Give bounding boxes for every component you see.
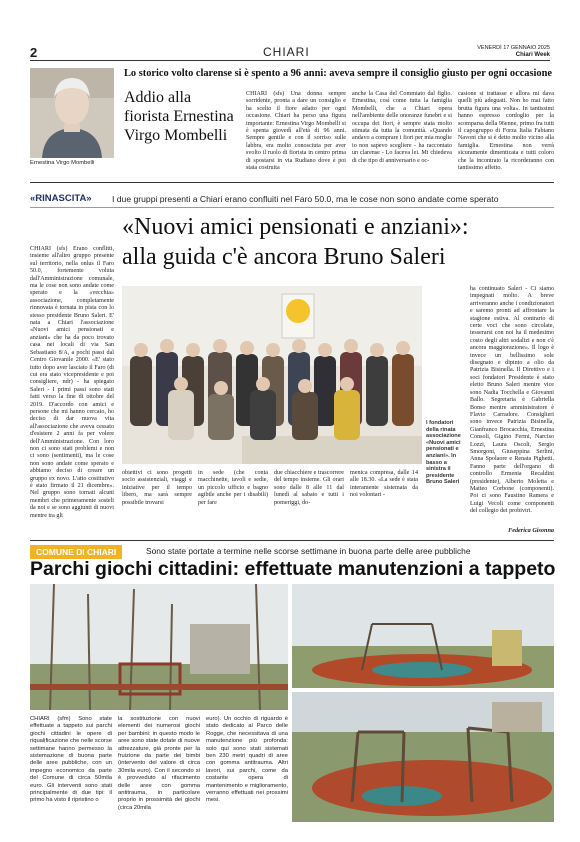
article2-rubric: «RINASCITA» — [30, 193, 92, 204]
article2-col1: CHIARI (sfs) Erano conflitti, insieme all'altro gruppo presente sul territorio, nella onlus il Faro 50.0, fortemente voluta dall'Amministrazione comunale, ma le cose non sono andate come sperato e la «vecchia» associazione, completamente rinnovata è tornata in pista con lo stesso presidente Bruno Saleri. E' nata a Chiari l'associazione «Nuovi amici pensionati e anziani» che ha da poco trovato casa nei locali di via San Sebastiano 8/A, a pochi passi dal Centro Giovanile 2000. «E' stato tutto dopo aver lasciato il Faro (di cui era stato vicepresidente e poi consigliere, ndr) - ha spiegato Saleri - I primi passi sono stati fatti verso la fine di ottobre del 2019. D'accordo con amici e persone che mi hanno cercato, ho deciso di dar nuova vita all'associazione che aveva cessato d'esistere 2 anni fa per volere dell'Amministrazione. Con loro non ci sono stati problemi e non ci sono (sentimenti), ma le cose non sono andate come sperato e abbiamo deciso di creare un gruppo ex novo. L'atto costitutivo è stato firmato il 21 dicembre». Nel gruppo sono tornati alcuni membri che primeramente sosteli da noi e se sono aggiunti di nuovi mentre tra gli — [30, 246, 114, 519]
article1-col1: CHIARI (sfs) Una donna sempre sorridente, pronta a dare un consiglio e ha scelto il fiore adatto per ogni occasione. Chiari ha perso una figura importante: Ernestina Virgo Mombelli si è spenta giovedì all'età di 96 anni. Sempre gentile e con il sorriso sulle labbra, era molto conosciuta per aver svolto il ruolo di fiorista in centro prima di spostarsi in via Rudiano dove è poi stata costruita — [246, 91, 346, 172]
masthead-info — [470, 45, 550, 58]
section-divider — [30, 182, 554, 183]
issue-date: VENERDÌ 17 GENNAIO 2025 — [477, 45, 550, 51]
article2-headline-line1: «Nuovi amici pensionati e anziani»: — [122, 214, 469, 240]
article1-kicker: Lo storico volto clarense si è spento a 96 anni: aveva sempre il consiglio giusto per ogni occasione — [124, 68, 553, 79]
article1-col3: casione si trattasse e allora mi dava quelli più adeguati. Non ho mai fatto brutta figura una volta». In tantissimi hanno espresso cordoglio per la scomparsa della 96enne, primo fra tutti il capogruppo di Forza Italia Fabiano Navoni che si è detto molto vicino alla famiglia. Ernestina non verrà sicuramente dimenticata e tutti coloro che la incontrato la ricorderanno con tantissimo affetto. — [458, 91, 554, 172]
article2-col2: obiettivi ci sono progetti socio assistenziali, viaggi e iniziative per il tempo libero, ma sarà sempre possibile trovarsi — [122, 470, 192, 506]
article2-col5: menica compresa, dalle 14 alle 18.30. «La sede è stata interamente sistemata da noi volontari - — [350, 470, 418, 499]
article2-byline: Federica Gisonna — [508, 527, 554, 534]
article2-kicker: I due gruppi presenti a Chiari erano confluiti nel Faro 50.0, ma le cose non sono andate come sperato — [112, 194, 499, 204]
article2-col4: due chiacchiere e trascorrere del tempo insieme. Gli orari sono dalle 8 alle 11 dal lunedì al sabato e tutti i pomeriggi, do- — [274, 470, 344, 506]
article1-headline: Addio alla fiorista Ernestina Virgo Mombelli — [124, 89, 234, 144]
article3-col2: la sostituzione con nuovi elementi dei numerosi giochi per bambini: in questo modo le aree sono state dotate di nuove attrezzature, già pronte per la fruizione da parte dei bimbi (intervento del valore di circa 30mila euro). Con il secondo si è provveduto al rifacimento delle aree con gomma antitrauma, in particolare proprio in prossimità dei giochi (circa 20mila — [118, 716, 200, 811]
group-photo-caption: I fondatori della rinata associazione «Nuovi amici pensionati e anziani». In basso a sinistra il presidente Bruno Saleri — [426, 420, 461, 486]
header-rule — [30, 60, 550, 61]
article3-headline: Parchi giochi cittadini: effettuate manutenzioni a tappeto — [30, 558, 556, 580]
portrait-caption: Ernestina Virgo Mombelli — [30, 160, 95, 166]
kicker-rule — [30, 207, 554, 208]
article1-col2: anche la Casa del Commiato dal figlio. Ernestina, così come tutta la famiglia Mombelli, che a Chiari opera nell'ambiente delle onoranze funebri e si occupa dei fiori, è sempre stata molto stimata da tutta la comunità. «Quando andavo a comprare i fiori per mia moglie io non sapevo scegliere - ha raccontato un clarense - Lo faceva lei. Mi chiedeva di che tipo di anniversario e oc- — [352, 91, 452, 164]
section-title: CHIARI — [263, 45, 310, 59]
publication-name: Chiari Week — [515, 51, 550, 58]
park-photo-main — [30, 584, 288, 710]
article2-col6: ha continuato Saleri - Ci siamo impegnati molto. A breve arriveranno anche i condizionatori e saremo pronti ad affrontare la stagione estiva. Al contrario di certe voci che sono circolate, tesserarsi con noi ha il medesimo costo degli altri sodalizi e non c'è ancora maggiorazione». Il logo è invece un bellissimo sole disegnato e dipinto a olio da Patrizia Bisinella. Il Direttivo e i soci fondatori Presidente è stato eletto Bruno Saleri mentre vice sono Nadia Tocchella e Giovanni Ballo. Segretaria è Gabriella Bonso mentre amministratore è Flavio Carradore. Consiglieri sono invece Patrizia Bisinella, Gianfranco Brocacchia, Ernestina Consoli, Gigino Fermi, Narciso Lozzi, Laura Oscoli, Sergio Smorgoni, Giuseppina Serlini, Anna Spolaore e Renata Pighetti. Fanno parte dell'organo di controllo Ermenia Recaldini (presidente), Alberto Moletta e Matteo Corbone (componenti). Poi ci sono Faustino Ramera e Luigi Vecoli come componenti del collegio dei probiviri. — [470, 286, 554, 515]
article2-headline-line2: alla guida c'è ancora Bruno Saleri — [122, 244, 446, 270]
article3-col3: euro). Un occhio di riguardo è stato dedicato al Parco delle Rogge, che necessitava di una manutenzione più profonda: solo qui sono stati sistemati ben 230 metri quadri di aree con gomma antitrauma. Altri lavori, sui parchi, come da costante opera di mantenimento e miglioramento, verranno effettuati nei prossimi mesi. — [206, 716, 288, 804]
article2-col3: in sede (che conta macchinette, tavoli e sedie, un piccolo ufficio e bagno agibile anche per i disabili) per fare — [198, 470, 268, 506]
park-photo-top-right — [292, 584, 554, 688]
park-photo-bottom-right — [292, 692, 554, 822]
section-divider-2 — [30, 540, 554, 541]
portrait-photo — [30, 68, 114, 158]
article3-kicker: Sono state portate a termine nelle scorse settimane in buona parte delle aree pubbliche — [146, 546, 471, 556]
article3-col1: CHIARI (sfm) Sono state effettuate a tappeto sui parchi giochi cittadini le opere di riqualificazione che nelle scorse settimane hanno permesso la sistemazione di buona parte delle aree pubbliche, con un impegno economico da parte del Comune di circa 50mila euro. Gli interventi sono stati principalmente di due tipi: il primo ha visto il ripristino o — [30, 716, 112, 804]
page-number: 2 — [30, 45, 38, 60]
group-photo — [122, 286, 422, 464]
article3-rubric: COMUNE DI CHIARI — [30, 545, 122, 559]
